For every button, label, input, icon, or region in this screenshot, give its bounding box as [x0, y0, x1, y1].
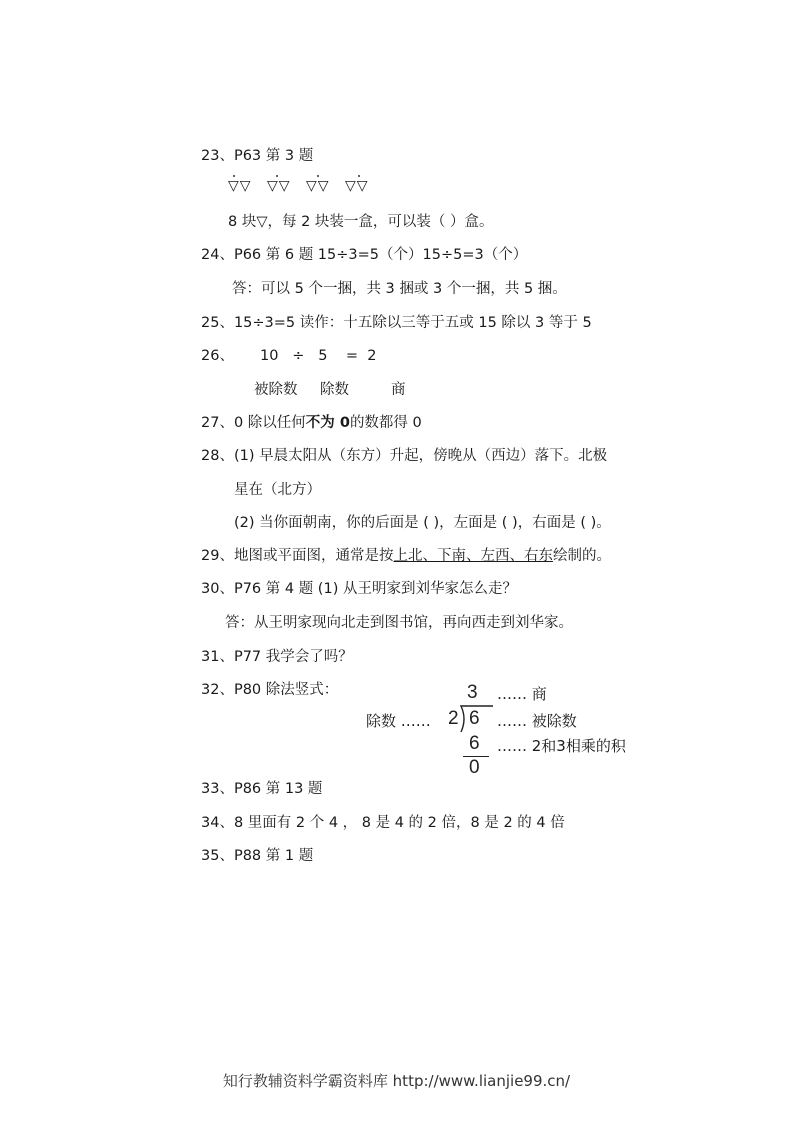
item-26-expression: 10 ÷ 5 = 2 — [260, 348, 377, 364]
item-30: 30、P76 第 4 题 (1) 从王明家到刘华家怎么走？ — [201, 581, 517, 597]
item-28-1b: 星在（北方） — [234, 482, 321, 498]
triangle-pair-icon: ▽▽ — [345, 178, 369, 194]
item-29 — [201, 546, 611, 566]
item-29-underlined: 上北、下南、左西、右东 — [393, 548, 553, 564]
label-quotient: 商 — [391, 382, 406, 398]
item-27 — [201, 413, 422, 433]
item-30-answer: 答：从王明家现向北走到图书馆，再向西走到刘华家。 — [225, 615, 573, 631]
item-32: 32、P80 除法竖式： — [201, 682, 339, 698]
item-33: 33、P86 第 13 题 — [201, 781, 323, 797]
item-23-text: 8 块▽，每 2 块装一盒，可以装（ ）盒。 — [228, 214, 494, 230]
item-27-bold: 不为 0 — [305, 415, 350, 431]
item-28-1: 28、(1) 早晨太阳从（东方）升起，傍晚从（西边）落下。北极 — [201, 448, 608, 464]
item-34: 34、8 里面有 2 个 4 ， 8 是 4 的 2 倍，8 是 2 的 4 倍 — [201, 815, 565, 831]
division-product: 6 — [469, 733, 480, 754]
label-dividend: 被除数 — [254, 382, 298, 398]
division-label-divisor: 除数 …… — [366, 712, 431, 730]
item-35: 35、P88 第 1 题 — [201, 848, 314, 864]
item-28-2: (2) 当你面朝南，你的后面是 ( )，左面是 ( )，右面是 ( )。 — [234, 515, 611, 531]
item-29-part-a: 29、地图或平面图，通常是按 — [201, 548, 394, 564]
item-26-prefix: 26、 — [201, 348, 234, 364]
division-divisor: 2 — [448, 708, 459, 729]
item-24-answer: 答：可以 5 个一捆，共 3 捆或 3 个一捆，共 5 捆。 — [232, 281, 567, 297]
item-24: 24、P66 第 6 题 15÷3=5（个）15÷5=3（个） — [201, 247, 528, 263]
division-label-dividend: …… 被除数 — [497, 712, 577, 730]
division-label-quotient: …… 商 — [497, 685, 547, 703]
triangle-pair-icon: ▽▽ — [228, 178, 252, 194]
item-29-part-c: 绘制的。 — [552, 548, 611, 564]
dot-mark — [233, 175, 235, 177]
label-divisor: 除数 — [320, 382, 349, 398]
division-label-product: …… 2和3相乘的积 — [497, 737, 626, 755]
triangle-pair-icon: ▽▽ — [267, 178, 291, 194]
page-footer: 知行教辅资料学霸资料库 http://www.lianjie99.cn/ — [222, 1072, 571, 1090]
triangle-pair-icon: ▽▽ — [306, 178, 330, 194]
division-remainder: 0 — [469, 757, 480, 778]
item-25: 25、15÷3=5 读作：十五除以三等于五或 15 除以 3 等于 5 — [201, 315, 592, 331]
dot-mark — [358, 175, 360, 177]
dot-mark — [317, 175, 319, 177]
dot-mark — [276, 175, 278, 177]
item-23: 23、P63 第 3 题 — [201, 148, 314, 164]
division-dividend: 6 — [469, 708, 480, 729]
item-27-part-c: 的数都得 0 — [349, 415, 422, 431]
division-quotient: 3 — [467, 682, 478, 703]
item-27-part-a: 27、0 除以任何 — [201, 415, 306, 431]
item-31: 31、P77 我学会了吗？ — [201, 649, 353, 665]
triangle-row — [228, 178, 379, 194]
